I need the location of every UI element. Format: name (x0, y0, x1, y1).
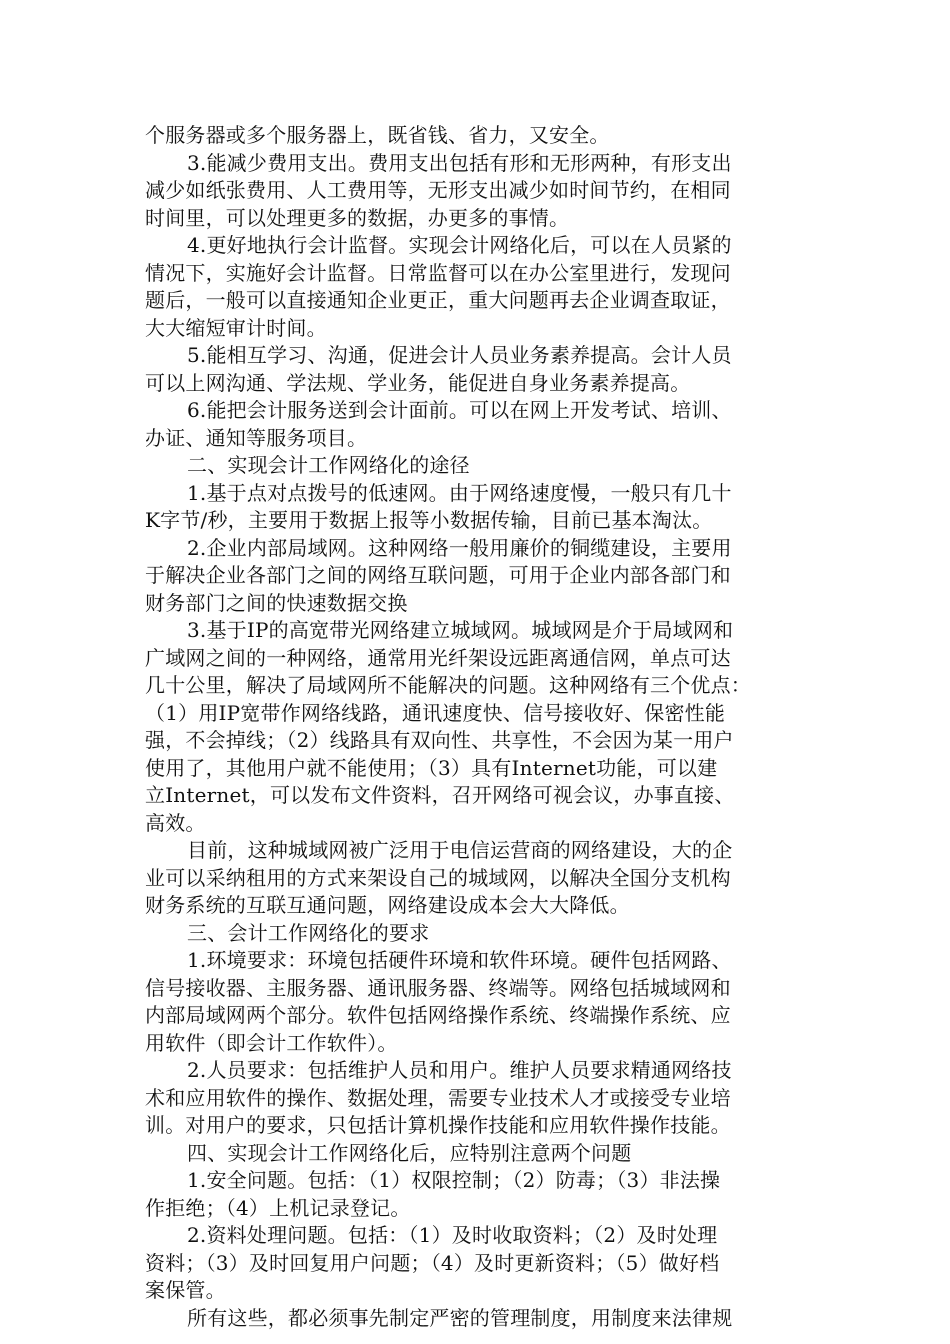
text-line: 目前，这种城域网被广泛用于电信运营商的网络建设，大的企 (187, 838, 733, 862)
text-line: 减少如纸张费用、人工费用等，无形支出减少如时间节约，在相同 (145, 178, 731, 202)
text-line: 2.人员要求：包括维护人员和用户。维护人员要求精通网络技 (187, 1058, 732, 1082)
text-line: 可以上网沟通、学法规、学业务，能促进自身业务素养提高。 (145, 370, 691, 395)
text-line: （1）用IP宽带作网络线路，通讯速度快、信号接收好、保密性能 (145, 700, 726, 725)
text-line: 四、实现会计工作网络化后，应特别注意两个问题 (187, 1140, 632, 1165)
text-line: 所有这些，都必须事先制定严密的管理制度，用制度来法律规 (187, 1305, 733, 1330)
text-line: 信号接收器、主服务器、通讯服务器、终端等。网络包括城域网和 (145, 975, 731, 1000)
text-line: 情况下，实施好会计监督。日常监督可以在办公室里进行，发现问 (145, 260, 731, 285)
text-line: 广域网之间的一种网络，通常用光纤架设远距离通信网，单点可达 (145, 645, 731, 670)
text-line: 二、实现会计工作网络化的途径 (187, 453, 470, 477)
text-line: 1.环境要求：环境包括硬件环境和软件环境。硬件包括网路、 (187, 948, 732, 972)
text-line: 财务部门之间的快速数据交换 (145, 590, 408, 615)
text-line: 大大缩短审计时间。 (145, 315, 327, 340)
text-line: 2.资料处理问题。包括：（1）及时收取资料；（2）及时处理 (187, 1223, 718, 1247)
text-line: K字节/秒，主要用于数据上报等小数据传输，目前已基本淘汰。 (145, 508, 713, 532)
text-line: 于解决企业各部门之间的网络互联问题，可用于企业内部各部门和 (145, 563, 731, 587)
text-line: 5.能相互学习、沟通，促进会计人员业务素养提高。会计人员 (187, 343, 732, 367)
text-line: 作拒绝；（4）上机记录登记。 (145, 1195, 411, 1220)
text-line: 术和应用软件的操作、数据处理，需要专业技术人才或接受专业培 (145, 1085, 731, 1110)
text-line: 题后，一般可以直接通知企业更正，重大问题再去企业调查取证， (145, 288, 731, 312)
text-line: 高效。 (145, 810, 206, 835)
text-line: 几十公里，解决了局域网所不能解决的问题。这种网络有三个优点： (145, 673, 751, 697)
document-body (145, 122, 805, 1332)
text-line: 资料；（3）及时回复用户问题；（4）及时更新资料；（5）做好档 (145, 1250, 720, 1275)
text-line: 用软件（即会计工作软件）。 (145, 1030, 398, 1055)
text-line: 3.能减少费用支出。费用支出包括有形和无形两种，有形支出 (187, 150, 732, 175)
text-line: 时间里，可以处理更多的数据，办更多的事情。 (145, 205, 570, 230)
text-line: 4.更好地执行会计监督。实现会计网络化后，可以在人员紧的 (187, 233, 732, 257)
text-line: 内部局域网两个部分。软件包括网络操作系统、终端操作系统、应 (145, 1003, 731, 1027)
text-line: 案保管。 (145, 1278, 226, 1302)
text-line: 2.企业内部局域网。这种网络一般用廉价的铜缆建设，主要用 (187, 535, 732, 560)
text-line: 财务系统的互联互通问题，网络建设成本会大大降低。 (145, 893, 630, 917)
text-line: 使用了，其他用户就不能使用；（3）具有Internet功能，可以建 (145, 755, 718, 780)
text-line: 强，不会掉线；（2）线路具有双向性、共享性，不会因为某一用户 (145, 728, 734, 752)
text-line: 3.基于IP的高宽带光网络建立城域网。城域网是介于局域网和 (187, 618, 734, 642)
text-line: 1.安全问题。包括：（1）权限控制；（2）防毒；（3）非法操 (187, 1168, 721, 1192)
text-line: 三、会计工作网络化的要求 (187, 920, 430, 945)
text-line: 业可以采纳租用的方式来架设自己的城域网，以解决全国分支机构 (145, 865, 731, 890)
text-line: 训。对用户的要求，只包括计算机操作技能和应用软件操作技能。 (145, 1113, 731, 1137)
text-line: 办证、通知等服务项目。 (145, 425, 368, 450)
text-line: 个服务器或多个服务器上，既省钱、省力，又安全。 (145, 123, 610, 147)
text-line: 立Internet，可以发布文件资料，召开网络可视会议，办事直接、 (145, 783, 735, 807)
text-line: 1.基于点对点拨号的低速网。由于网络速度慢，一般只有几十 (187, 480, 732, 505)
text-line: 6.能把会计服务送到会计面前。可以在网上开发考试、培训、 (187, 398, 732, 422)
